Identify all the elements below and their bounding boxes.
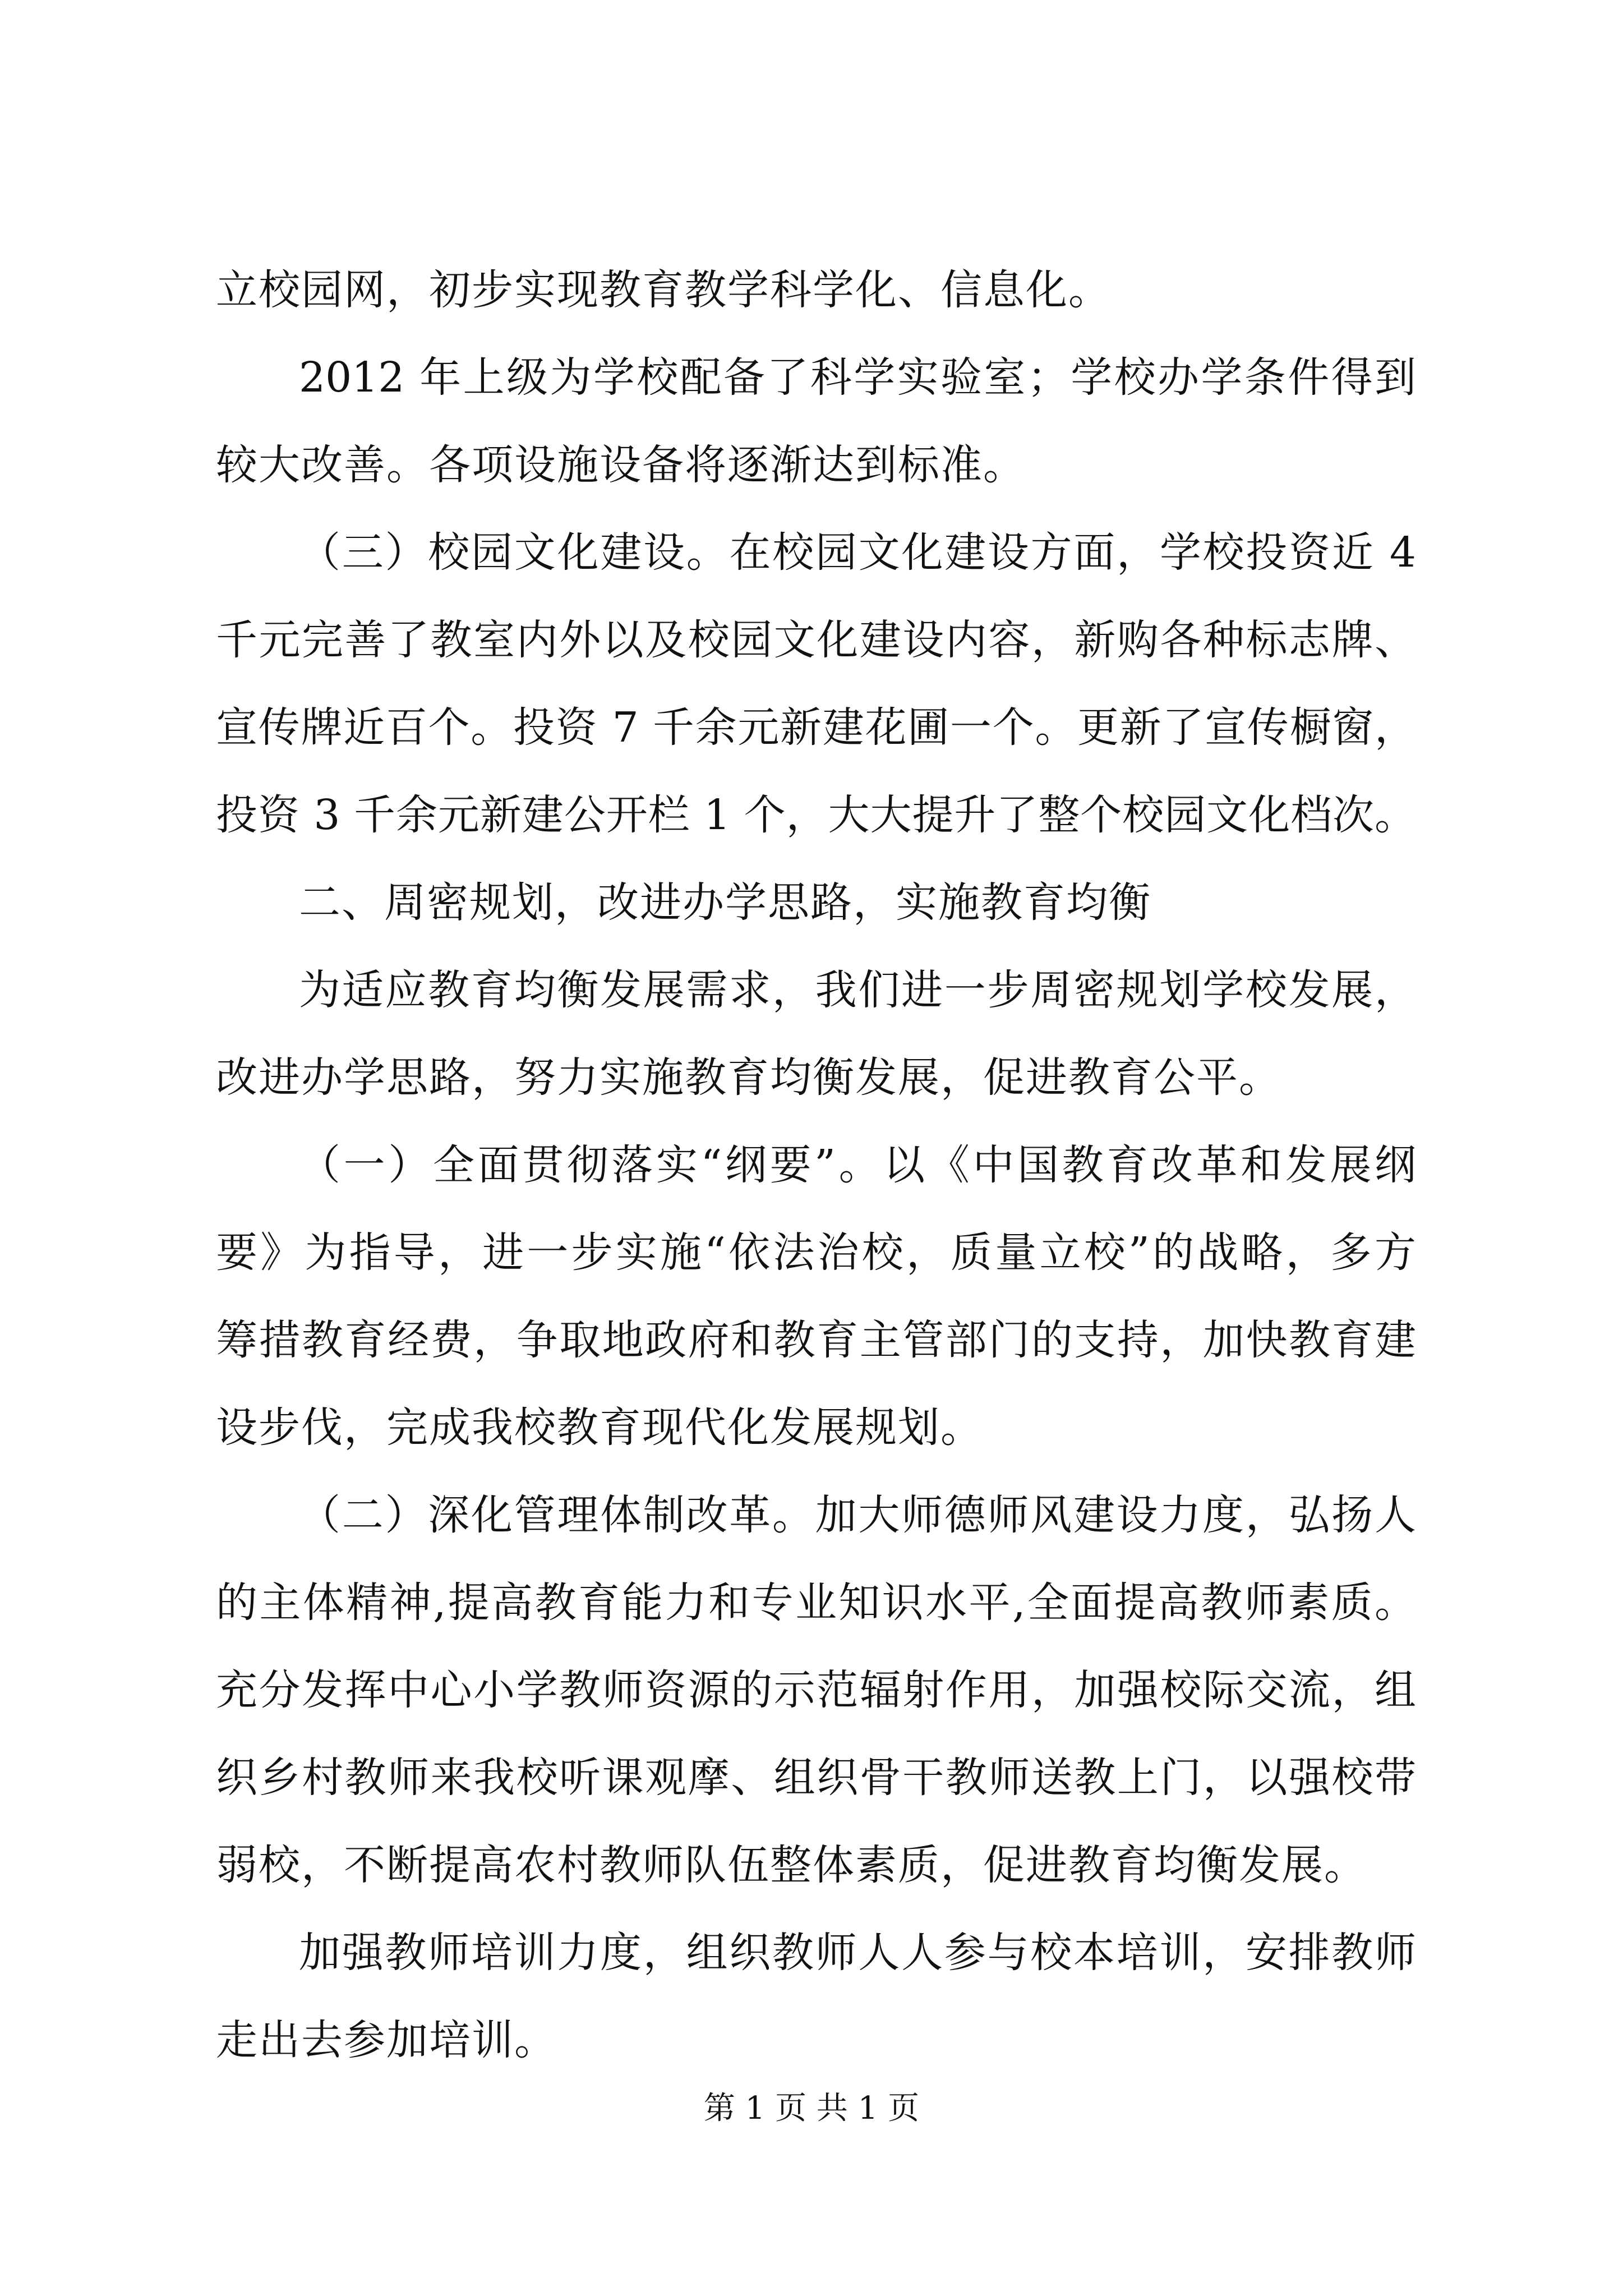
text-line: 千元完善了教室内外以及校园文化建设内容，新购各种标志牌、: [216, 616, 1416, 664]
text-line: 加强教师培训力度，组织教师人人参与校本培训，安排教师: [299, 1929, 1416, 1977]
text-line: 充分发挥中心小学教师资源的示范辐射作用，加强校际交流，组: [216, 1666, 1416, 1714]
text-line: 立校园网，初步实现教育教学科学化、信息化。: [216, 266, 1111, 314]
text-line: （三）校园文化建设。在校园文化建设方面，学校投资近 4: [299, 528, 1416, 577]
page-footer: 第 1 页 共 1 页: [703, 2090, 920, 2127]
text-line: 的主体精神,提高教育能力和专业知识水平,全面提高教师素质。: [216, 1579, 1416, 1627]
text-line: 要》为指导，进一步实施“依法治校，质量立校”的战略，多方: [216, 1228, 1416, 1277]
text-line: 2012 年上级为学校配备了科学实验室；学校办学条件得到: [299, 353, 1416, 402]
text-line: 筹措教育经费，争取地政府和教育主管部门的支持，加快教育建: [216, 1316, 1416, 1364]
text-line: （二）深化管理体制改革。加大师德师风建设力度，弘扬人: [299, 1491, 1416, 1539]
document-body: [216, 261, 1416, 2099]
text-line: 投资 3 千余元新建公开栏 1 个，大大提升了整个校园文化档次。: [216, 791, 1416, 839]
text-line: 宣传牌近百个。投资 7 千余元新建花圃一个。更新了宣传橱窗，: [216, 703, 1416, 752]
text-line: 弱校，不断提高农村教师队伍整体素质，促进教育均衡发展。: [216, 1841, 1367, 1889]
text-line: 走出去参加培训。: [216, 2016, 557, 2064]
section-heading: 二、周密规划，改进办学思路，实施教育均衡: [299, 878, 1151, 927]
text-line: 较大改善。各项设施设备将逐渐达到标准。: [216, 441, 1026, 489]
text-line: 织乡村教师来我校听课观摩、组织骨干教师送教上门，以强校带: [216, 1754, 1416, 1802]
text-line: （一）全面贯彻落实“纲要”。以《中国教育改革和发展纲: [299, 1141, 1416, 1189]
text-line: 改进办学思路，努力实施教育均衡发展，促进教育公平。: [216, 1053, 1281, 1102]
text-line: 设步伐，完成我校教育现代化发展规划。: [216, 1404, 983, 1452]
text-line: 为适应教育均衡发展需求，我们进一步周密规划学校发展，: [299, 966, 1416, 1014]
